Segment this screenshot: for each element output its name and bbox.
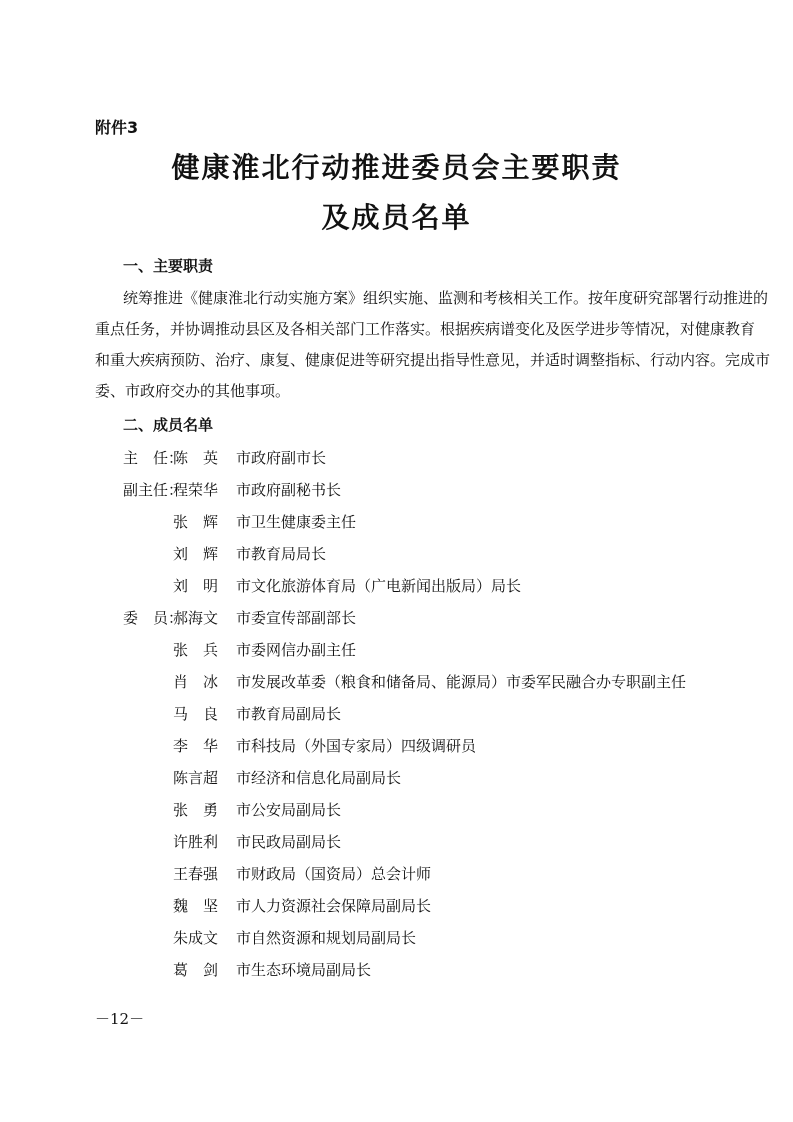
member-role: 主 任：	[123, 449, 184, 467]
member-post: 市生态环境局副局长	[236, 961, 372, 979]
member-post: 市财政局（国资局）总会计师	[236, 865, 432, 883]
member-name: 程荣华	[173, 481, 219, 499]
member-post: 市公安局副局长	[236, 801, 342, 819]
paragraph-line: 和重大疾病预防、治疗、康复、健康促进等研究提出指导性意见，并适时调整指标、行动内容。完成市	[95, 351, 771, 369]
member-name: 陈言超	[173, 769, 219, 787]
member-name: 刘 明	[173, 577, 219, 595]
member-post: 市发展改革委（粮食和储备局、能源局）市委军民融合办专职副主任	[236, 673, 687, 691]
member-name: 许胜利	[173, 833, 219, 851]
paragraph-line: 委、市政府交办的其他事项。	[95, 382, 291, 400]
member-name: 魏 坚	[173, 897, 219, 915]
member-name: 张 辉	[173, 513, 219, 531]
page-title-line2: 及成员名单	[321, 201, 472, 234]
paragraph-line: 重点任务，并协调推动县区及各相关部门工作落实。根据疾病谱变化及医学进步等情况，对健康教育	[95, 320, 756, 338]
member-role: 副主任：	[123, 481, 184, 499]
member-name: 李 华	[173, 737, 219, 755]
page-number: －12－	[95, 1010, 145, 1028]
member-post: 市经济和信息化局副局长	[236, 769, 402, 787]
member-post: 市委网信办副主任	[236, 641, 357, 659]
member-post: 市委宣传部副部长	[236, 609, 357, 627]
member-post: 市教育局局长	[236, 545, 327, 563]
member-post: 市自然资源和规划局副局长	[236, 929, 417, 947]
member-name: 肖 冰	[173, 673, 219, 691]
member-name: 张 兵	[173, 641, 219, 659]
section-heading-duties: 一、主要职责	[123, 257, 214, 275]
section-heading-members: 二、成员名单	[123, 416, 214, 434]
member-name: 王春强	[173, 865, 219, 883]
member-post: 市教育局副局长	[236, 705, 342, 723]
paragraph-line: 统筹推进《健康淮北行动实施方案》组织实施、监测和考核相关工作。按年度研究部署行动推进的	[123, 289, 769, 307]
member-role: 委 员：	[123, 609, 184, 627]
member-post: 市科技局（外国专家局）四级调研员	[236, 737, 477, 755]
member-name: 葛 剑	[173, 961, 219, 979]
member-name: 刘 辉	[173, 545, 219, 563]
member-name: 朱成文	[173, 929, 219, 947]
member-post: 市卫生健康委主任	[236, 513, 357, 531]
member-post: 市文化旅游体育局（广电新闻出版局）局长	[236, 577, 522, 595]
member-post: 市政府副市长	[236, 449, 327, 467]
member-name: 陈 英	[173, 449, 219, 467]
member-post: 市人力资源社会保障局副局长	[236, 897, 432, 915]
member-name: 郝海文	[173, 609, 219, 627]
attachment-label: 附件3	[95, 118, 139, 137]
member-post: 市民政局副局长	[236, 833, 342, 851]
member-name: 张 勇	[173, 801, 219, 819]
page-title: 健康淮北行动推进委员会主要职责	[171, 151, 622, 184]
member-post: 市政府副秘书长	[236, 481, 342, 499]
member-name: 马 良	[173, 705, 219, 723]
